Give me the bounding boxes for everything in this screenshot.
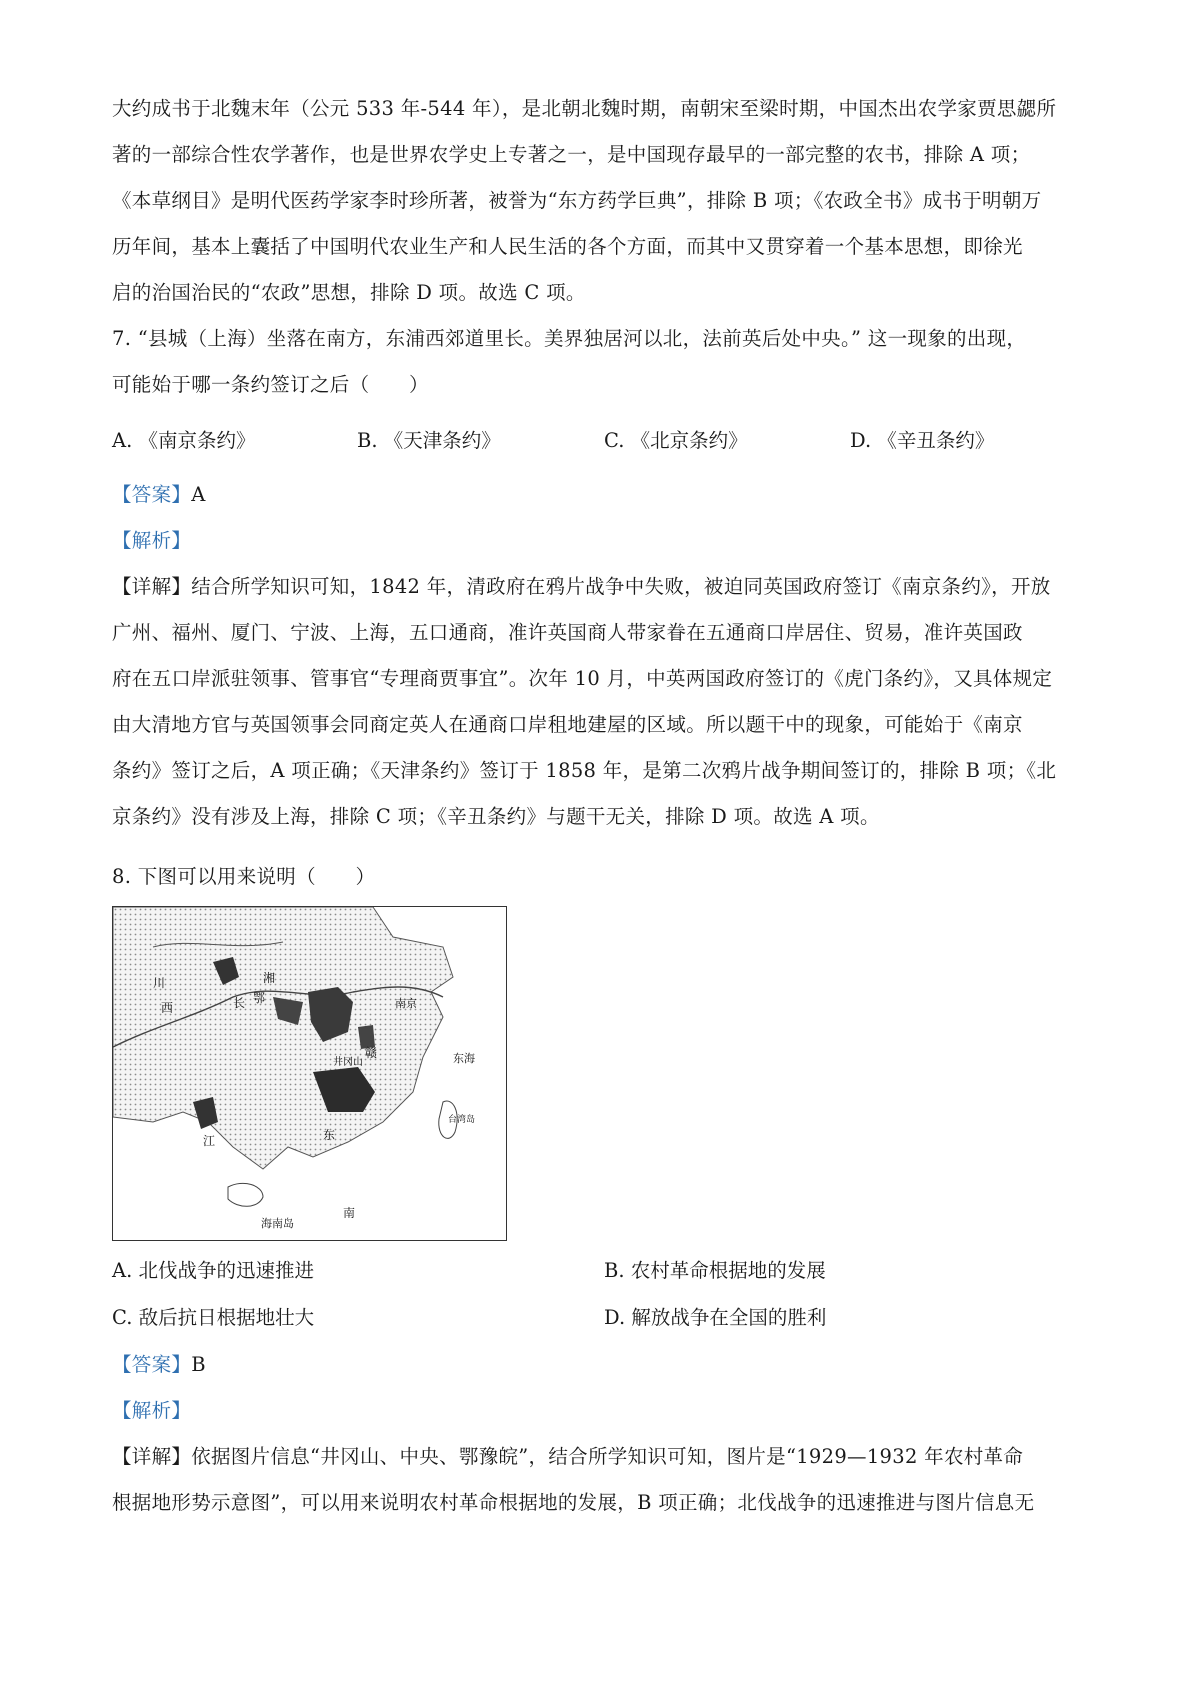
text-line: 8. 下图可以用来说明（ ）	[112, 865, 376, 888]
analysis-tag: 【解析】	[112, 1399, 192, 1422]
text-line: 7. “县城（上海）坐落在南方，东浦西郊道里长。美界独居河以北，法前英后处中央。” 这一现象的出现，	[112, 327, 1027, 350]
map-label: 海南岛	[261, 1217, 294, 1230]
map-label: 南	[343, 1206, 356, 1220]
q8-option-a: A. 北伐战争的迅速推进	[112, 1259, 314, 1282]
map-label: 西	[161, 1001, 174, 1015]
text-line: 依据图片信息“井冈山、中央、鄂豫皖”，结合所学知识可知，图片是“1929—1932 年农村革命	[191, 1445, 1024, 1468]
q6-analysis-continued	[112, 86, 1102, 316]
detail-tag: 【详解】	[112, 575, 192, 598]
q8-options-row1	[112, 1248, 1102, 1294]
text-line: 结合所学知识可知，1842 年，清政府在鸦片战争中失败，被迫同英国政府签订《南京条约》，开放	[191, 575, 1051, 598]
q8-answer	[112, 1342, 1102, 1526]
text-line: 大约成书于北魏末年（公元 533 年-544 年），是北朝北魏时期，南朝宋至梁时期，中国杰出农学家贾思勰所	[112, 97, 1057, 120]
text-line: 历年间，基本上囊括了中国明代农业生产和人民生活的各个方面，而其中又贯穿着一个基本思想，即徐光	[112, 235, 1023, 258]
answer-value: A	[191, 483, 206, 506]
text-line: 广州、福州、厦门、宁波、上海，五口通商，准许英国商人带家眷在五通商口岸居住、贸易，准许英国政	[112, 621, 1023, 644]
map-label: 南京	[395, 997, 417, 1010]
map-label: 井冈山	[333, 1057, 363, 1068]
analysis-tag: 【解析】	[112, 529, 192, 552]
map-label: 赣	[365, 1046, 378, 1060]
answer-value: B	[191, 1353, 206, 1376]
map-image	[113, 907, 506, 1240]
text-line: 条约》签订之后，A 项正确；《天津条约》签订于 1858 年，是第二次鸦片战争期间签订的，排除 B 项；《北	[112, 759, 1057, 782]
text-line: 府在五口岸派驻领事、管事官“专理商贾事宜”。次年 10 月，中英两国政府签订的《虎门条约》，又具体规定	[112, 667, 1053, 690]
q8-stem	[112, 854, 1102, 900]
q7-stem	[112, 316, 1102, 408]
q8-options-row2	[112, 1295, 1102, 1341]
q7-option-d: D. 《辛丑条约》	[850, 429, 995, 452]
text-line: 京条约》没有涉及上海，排除 C 项；《辛丑条约》与题干无关，排除 D 项。故选 A 项。	[112, 805, 880, 828]
map-label: 长	[233, 996, 246, 1010]
text-line: 启的治国治民的“农政”思想，排除 D 项。故选 C 项。	[112, 281, 586, 304]
q8-option-b: B. 农村革命根据地的发展	[604, 1259, 826, 1282]
q8-option-d: D. 解放战争在全国的胜利	[604, 1306, 827, 1329]
revolutionary-base-map	[112, 906, 507, 1241]
q7-option-c: C. 《北京条约》	[604, 429, 748, 452]
text-line: 《本草纲目》是明代医药学家李时珍所著，被誉为“东方药学巨典”，排除 B 项；《农政全书》成书于明朝万	[112, 189, 1042, 212]
map-label: 鄂	[253, 991, 266, 1005]
q7-option-b: B. 《天津条约》	[357, 429, 501, 452]
q7-option-a: A. 《南京条约》	[112, 429, 256, 452]
map-label: 湘	[263, 971, 276, 985]
map-label: 东	[323, 1128, 336, 1142]
map-label: 川	[153, 976, 166, 990]
map-label: 东海	[453, 1052, 475, 1065]
answer-tag: 【答案】	[112, 483, 192, 506]
detail-tag: 【详解】	[112, 1445, 192, 1468]
hainan-island	[228, 1183, 263, 1206]
q7-answer	[112, 472, 1102, 840]
answer-tag: 【答案】	[112, 1353, 192, 1376]
mainland-area	[113, 907, 453, 1169]
q8-option-c: C. 敌后抗日根据地壮大	[112, 1306, 315, 1329]
text-line: 根据地形势示意图”，可以用来说明农村革命根据地的发展，B 项正确；北伐战争的迅速推进与图片信息无	[112, 1491, 1035, 1514]
text-line: 著的一部综合性农学著作，也是世界农学史上专著之一，是中国现存最早的一部完整的农书，排除 A 项；	[112, 143, 1031, 166]
text-line: 可能始于哪一条约签订之后（ ）	[112, 373, 429, 396]
q7-options	[112, 418, 1102, 464]
map-label: 江	[203, 1134, 216, 1148]
map-label: 台湾岛	[448, 1115, 476, 1125]
text-line: 由大清地方官与英国领事会同商定英人在通商口岸租地建屋的区域。所以题干中的现象，可能始于《南京	[112, 713, 1023, 736]
